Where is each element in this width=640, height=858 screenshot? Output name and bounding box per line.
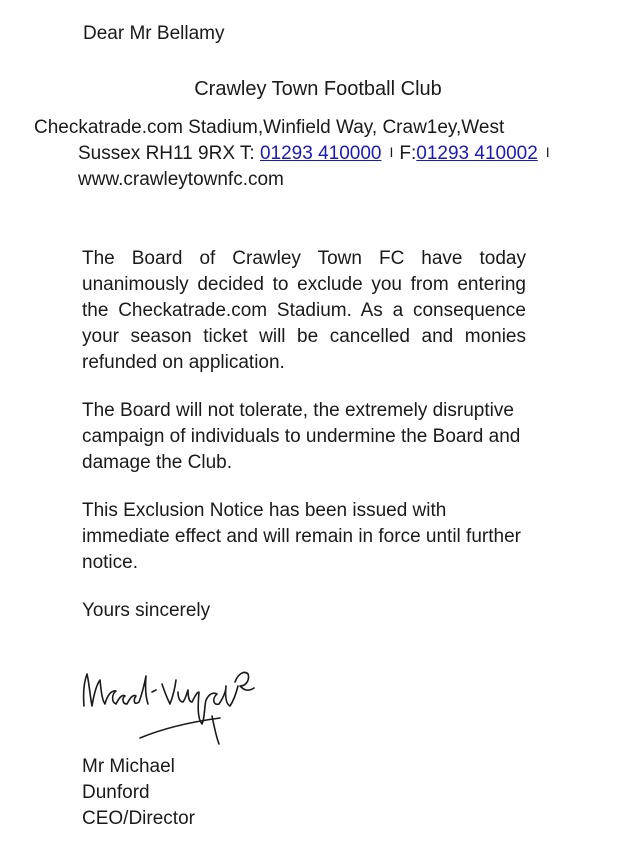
- address-postcode-label: Sussex RH11 9RX T:: [78, 143, 260, 164]
- salutation: Dear Mr Bellamy: [83, 23, 225, 44]
- signatory-title: CEO/Director: [82, 808, 195, 829]
- address-line-1: Checkatrade.com Stadium,Winfield Way, Craw1ey,West: [34, 117, 505, 138]
- signature: [78, 664, 268, 746]
- signatory-name-line-2: Dunford: [82, 782, 150, 803]
- closing: Yours sincerely: [82, 600, 211, 621]
- fax-label: F:: [399, 143, 417, 164]
- body-paragraph-2: The Board will not tolerate, the extremely disruptive campaign of individuals to undermine the Board and damage the Club.: [82, 400, 521, 473]
- body-paragraph-3: This Exclusion Notice has been issued with immediate effect and will remain in force until further notice.: [82, 500, 521, 573]
- address-line-2: [78, 143, 556, 165]
- signatory-name-line-1: Mr Michael: [82, 756, 175, 777]
- fax-link[interactable]: 01293 410002: [416, 143, 538, 164]
- website-text: www.crawleytownfc.com: [78, 169, 284, 190]
- phone-link[interactable]: 01293 410000: [259, 143, 382, 164]
- separator: I: [389, 144, 394, 160]
- separator: I: [545, 144, 550, 160]
- club-name-heading: Crawley Town Football Club: [194, 78, 442, 100]
- body-paragraph-1: The Board of Crawley Town FC have today unanimously decided to exclude you from entering the Checkatrade.com Stadium. As a consequence your season ticket will be cancelled and monies refunded on application.: [82, 248, 526, 373]
